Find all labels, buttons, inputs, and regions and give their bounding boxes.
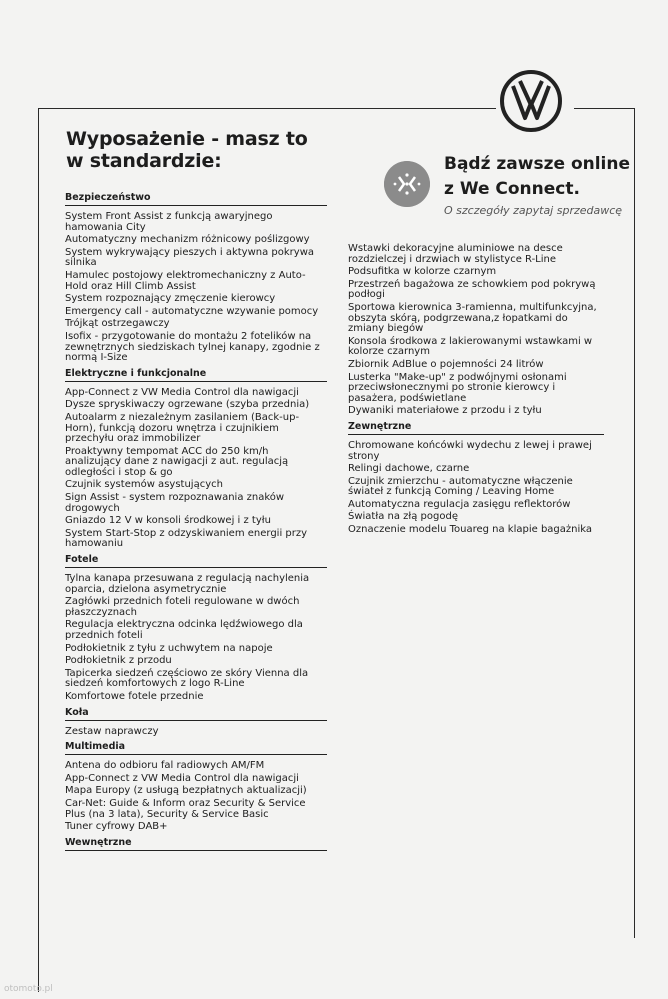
equipment-item: Czujnik systemów asystujących [65,479,223,491]
equipment-item: Automatyczny mechanizm różnicowy poślizgowy [65,234,310,246]
equipment-item: Podłokietnik z tyłu z uchwytem na napoje [65,642,273,654]
equipment-section [65,554,327,703]
equipment-section [65,741,327,833]
equipment-item: Zbiornik AdBlue o pojemności 24 litrów [348,358,544,370]
equipment-item: Dysze spryskiwaczy ogrzewane (szyba przednia) [65,399,310,411]
equipment-item: Zestaw naprawczy [65,725,159,737]
frame-line-left [38,108,39,992]
equipment-section [348,421,604,536]
equipment-item: Dywaniki materiałowe z przodu i z tyłu [348,405,542,417]
equipment-item: Automatyczna regulacja zasięgu reflektorów [348,498,571,510]
left-column [65,192,327,857]
section-heading: Wewnętrzne [65,837,327,851]
equipment-item: Tuner cyfrowy DAB+ [65,821,168,833]
equipment-item: Komfortowe fotele przednie [65,690,204,702]
equipment-item: System Start-Stop z odzyskiwaniem energii przy hamowaniu [65,527,308,550]
equipment-item: App-Connect z VW Media Control dla nawigacji [65,386,299,398]
equipment-item: Podłokietnik z przodu [65,655,172,667]
equipment-section [65,707,327,738]
section-heading: Elektryczne i funkcjonalne [65,368,327,382]
equipment-section [348,244,604,417]
watermark-text: otomoto.pl [4,984,53,994]
section-heading: Multimedia [65,741,327,755]
equipment-item: Czujnik zmierzchu - automatyczne włączenie świateł z funkcją Coming / Leaving Home [348,475,573,498]
equipment-item: Konsola środkowa z lakierowanymi wstawkami w kolorze czarnym [348,335,593,358]
section-heading: Fotele [65,554,327,568]
equipment-item: Wstawki dekoracyjne aluminiowe na desce rozdzielczej i drzwiach w stylistyce R-Line [348,243,563,265]
frame-line-right [634,108,635,938]
equipment-item: Antena do odbioru fal radiowych AM/FM [65,760,265,772]
equipment-item: Hamulec postojowy elektromechaniczny z Auto-Hold oraz Hill Climb Assist [65,269,306,292]
equipment-item: Tylna kanapa przesuwana z regulacją nachylenia oparcia, dzielona asymetrycznie [65,573,310,595]
equipment-item: System Front Assist z funkcją awaryjnego hamowania City [65,211,273,233]
equipment-item: Zagłówki przednich foteli regulowane w dwóch płaszczyznach [65,596,300,618]
we-connect-icon [384,161,430,207]
equipment-item: Chromowane końcówki wydechu z lewej i prawej strony [348,439,592,462]
equipment-item: System rozpoznający zmęczenie kierowcy [65,293,276,305]
promo-line-1: Bądź zawsze online [444,154,631,174]
vw-logo-icon [499,69,563,133]
equipment-item: Tapicerka siedzeń częściowo ze skóry Vienna dla siedzeń komfortowych z logo R-Line [65,667,309,690]
equipment-item: Car-Net: Guide & Inform oraz Security & Service Plus (na 3 lata), Security & Service Basic [65,797,306,820]
promo-line-2: z We Connect. [444,179,580,199]
equipment-item: Przestrzeń bagażowa ze schowkiem pod pokrywą podłogi [348,278,596,301]
equipment-item: Regulacja elektryczna odcinka lędźwiowego dla przednich foteli [65,619,303,641]
equipment-item: Isofix - przygotowanie do montażu 2 fotelików na zewnętrznych siedziskach tylnej kanapy, zgodnie z normą I-Size [65,330,320,364]
equipment-item: Mapa Europy (z usługą bezpłatnych aktualizacji) [65,785,307,797]
section-heading: Koła [65,707,327,721]
equipment-item: Podsufitka w kolorze czarnym [348,266,497,278]
equipment-item: System wykrywający pieszych i aktywna pokrywa silnika [65,246,314,269]
equipment-item: Relingi dachowe, czarne [348,463,470,475]
equipment-item: App-Connect z VW Media Control dla nawigacji [65,772,299,784]
we-connect-promo [384,154,634,224]
title-line-1: Wyposażenie - masz to [66,128,308,150]
equipment-item: Trójkąt ostrzegawczy [65,318,170,330]
equipment-item: Proaktywny tempomat ACC do 250 km/h analizujący dane z nawigacji z aut. regulacją odległości i stop & go [65,445,289,478]
equipment-section [65,368,327,550]
frame-line-top-right [574,108,634,109]
equipment-item: Sportowa kierownica 3-ramienna, multifunkcyjna, obszyta skórą, podgrzewana,z łopatkami do zmiany biegów [348,301,597,335]
equipment-item: Emergency call - automatyczne wzywanie pomocy [65,305,319,317]
page-title [66,128,308,172]
right-column [348,244,604,540]
equipment-section [65,837,327,851]
title-line-2: w standardzie: [66,150,222,172]
section-heading: Zewnętrzne [348,421,604,435]
equipment-item: Gniazdo 12 V w konsoli środkowej i z tyłu [65,515,271,527]
equipment-item: Lusterka "Make-up" z podwójnymi osłonami przeciwsłonecznymi po stronie kierowcy i pasażera, podświetlane [348,371,567,404]
equipment-item: Oznaczenie modelu Touareg na klapie bagażnika [348,524,593,536]
equipment-item: Światła na złą pogodę [348,511,458,523]
equipment-item: Sign Assist - system rozpoznawania znaków drogowych [65,492,285,514]
frame-line-top [38,108,496,109]
equipment-item: Autoalarm z niezależnym zasilaniem (Back-up-Horn), funkcją dozoru wnętrza i czujnikiem przechyłu oraz immobilizer [65,411,300,445]
promo-subtext: O szczegóły zapytaj sprzedawcę [444,204,623,217]
section-heading: Bezpieczeństwo [65,192,327,206]
equipment-section [65,192,327,364]
